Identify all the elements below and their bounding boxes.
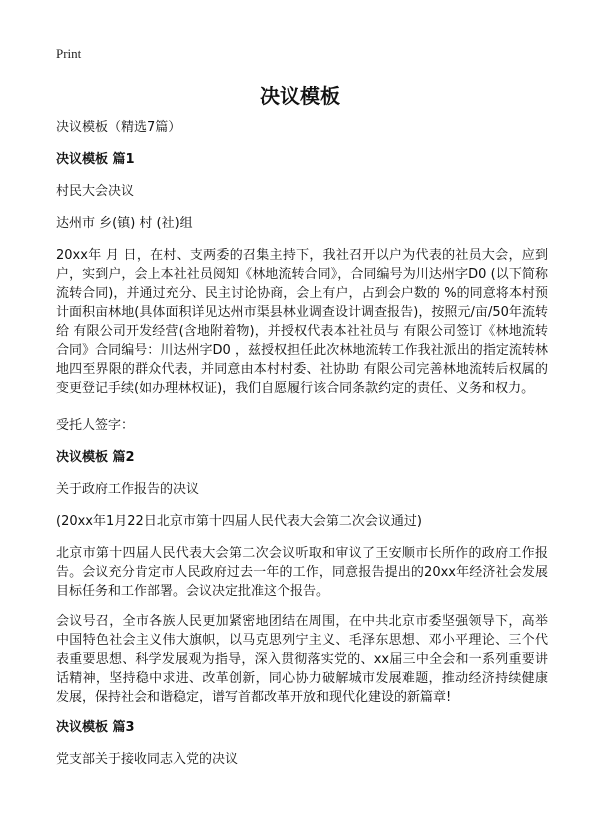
- section-2: [56, 448, 548, 707]
- section-heading: 决议模板 篇1: [56, 152, 135, 167]
- section-heading: 决议模板 篇3: [56, 720, 135, 735]
- section-line: 村民大会决议: [56, 184, 135, 199]
- document-body: [56, 118, 548, 782]
- section-line: 关于政府工作报告的决议: [56, 482, 200, 497]
- section-1: [56, 150, 548, 435]
- signature-line: 受托人签字：: [56, 418, 135, 433]
- section-heading: 决议模板 篇2: [56, 450, 135, 465]
- print-link[interactable]: Print: [56, 46, 82, 61]
- section-3: [56, 718, 548, 769]
- document-subtitle: 决议模板（精选7篇）: [56, 120, 182, 135]
- section-paragraph: 北京市第十四届人民代表大会第二次会议听取和审议了王安顺市长所作的政府工作报告。会议充分肯定市人民政府过去一年的工作，同意报告提出的20xx年经济社会发展目标任务和工作部署。会议决定批准这个报告。: [56, 546, 548, 599]
- document-title: 决议模板: [260, 84, 340, 108]
- section-line: 党支部关于接收同志入党的决议: [56, 752, 239, 767]
- section-line: (20xx年1月22日北京市第十四届人民代表大会第二次会议通过): [56, 514, 422, 529]
- section-line: 达州市 乡(镇) 村 (社)组: [56, 216, 193, 231]
- section-paragraph: 会议号召，全市各族人民更加紧密地团结在周围，在中共北京市委坚强领导下，高举中国特色社会主义伟大旗帜，以马克思列宁主义、毛泽东思想、邓小平理论、三个代表重要思想、科学发展观为指导，深入贯彻落实党的、xx届三中全会和一系列重要讲话精神，坚持稳中求进、改革创新，同心协力破解城市发展难题，推动经济持续健康发展，保持社会和谐稳定，谱写首都改革开放和现代化建设的新篇章!: [56, 614, 548, 705]
- section-paragraph: 20xx年 月 日，在村、支两委的召集主持下，我社召开以户为代表的社员大会，应到户，实到户，会上本社社员阅知《林地流转合同》，合同编号为川达州字D0 (以下简称流转合同)，并通过充分、民主讨论协商，会上有户，占到会户数的 %的同意将本村预计面积亩林地(具体面积详见达州市渠县林业调查设计调查报告)，按照元/亩/50年流转给 有限公司开发经营(含地附着物)，并授权代表本社社员与 有限公司签订《林地流转合同》合同编号：川达州字D0 ，兹授权担任此次林地流转工作我社派出的指定流转林地四至界限的群众代表，并同意由本村村委、社协助 有限公司完善林地流转后权属的变更登记手续(如办理林权证)，我们自愿履行该合同条款约定的责任、义务和权力。: [56, 248, 548, 396]
